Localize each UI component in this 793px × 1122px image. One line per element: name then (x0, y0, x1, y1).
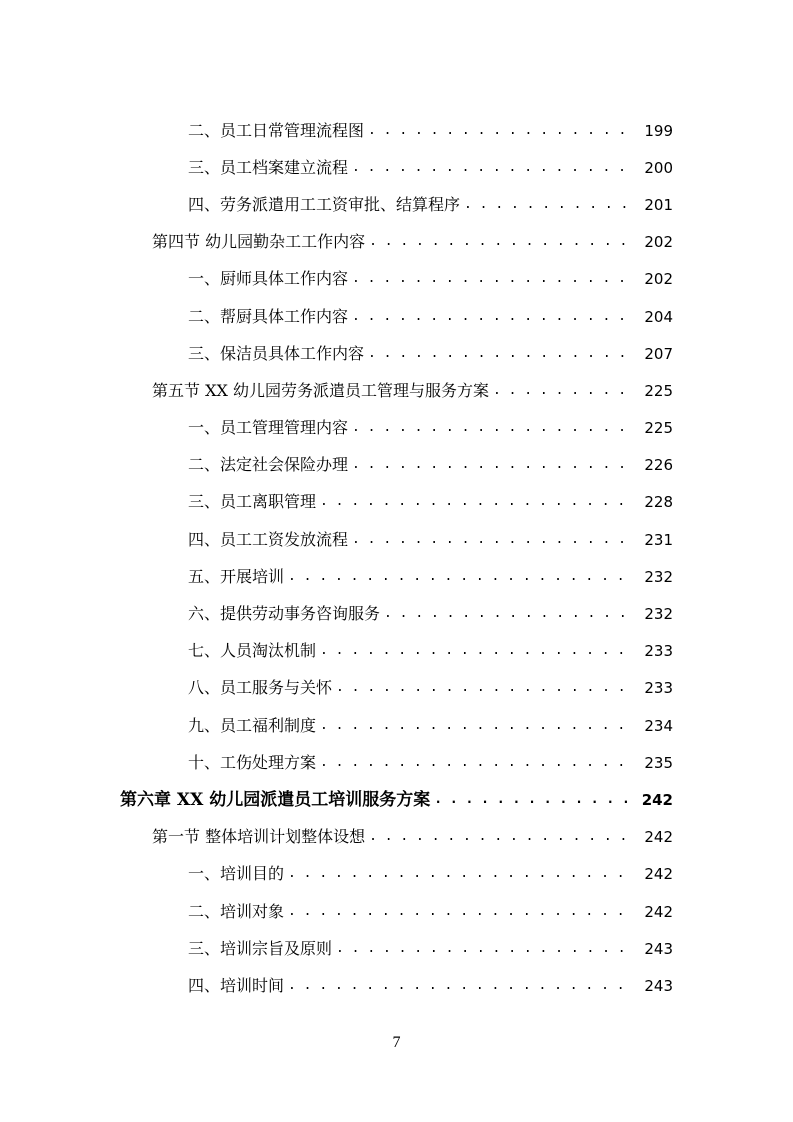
toc-entry-title: 一、员工管理管理内容 (188, 418, 349, 438)
toc-entry[interactable] (0, 335, 793, 372)
toc-entry[interactable] (0, 930, 793, 967)
toc-entry[interactable] (0, 558, 793, 595)
toc-entry-page: 232 (644, 605, 673, 624)
dot-leader (336, 939, 635, 959)
toc-entry-title: 第一节 整体培训计划整体设想 (152, 827, 366, 847)
dot-leader (320, 641, 635, 661)
toc-entry-page: 225 (644, 419, 673, 438)
toc-entry-title: 第四节 幼儿园勤杂工工作内容 (152, 232, 366, 252)
toc-entry[interactable] (0, 633, 793, 670)
dot-leader (288, 864, 635, 884)
toc-entry-page: 242 (644, 902, 673, 921)
dot-leader (320, 492, 635, 512)
dot-leader (368, 121, 635, 141)
toc-entry[interactable] (0, 707, 793, 744)
toc-entry-title: 三、保洁员具体工作内容 (188, 343, 365, 363)
toc-entry-page: 232 (644, 567, 673, 586)
toc-section-entry[interactable] (0, 372, 793, 409)
toc-entry[interactable] (0, 595, 793, 632)
toc-entry-title: 四、劳务派遣用工工资审批、结算程序 (188, 194, 461, 214)
toc-entry[interactable] (0, 186, 793, 223)
toc-entry-page: 226 (644, 456, 673, 475)
toc-entry-title: 第五节 XX 幼儿园劳务派遣员工管理与服务方案 (152, 380, 489, 400)
toc-entry-title: 一、培训目的 (188, 864, 285, 884)
dot-leader (352, 307, 635, 327)
toc-section-entry[interactable] (0, 224, 793, 261)
page-number: 7 (392, 1034, 401, 1051)
toc-entry-title: 三、员工档案建立流程 (188, 157, 349, 177)
toc-entry-title: 十、工伤处理方案 (188, 752, 317, 772)
toc-entry-title: 三、员工离职管理 (188, 492, 317, 512)
toc-entry-page: 199 (644, 121, 673, 140)
dot-leader (352, 530, 635, 550)
toc-entry-title: 二、帮厨具体工作内容 (188, 306, 349, 326)
toc-entry[interactable] (0, 670, 793, 707)
toc-entry-page: 242 (644, 865, 673, 884)
toc-entry-page: 231 (644, 530, 673, 549)
toc-entry-page: 235 (644, 753, 673, 772)
toc-entry-page: 225 (644, 381, 673, 400)
toc-entry[interactable] (0, 967, 793, 1004)
toc-entry-page: 202 (644, 233, 673, 252)
toc-entry[interactable] (0, 856, 793, 893)
dot-leader (369, 232, 635, 252)
toc-entry[interactable] (0, 298, 793, 335)
toc-entry-page: 242 (644, 828, 673, 847)
toc-entry-page: 243 (644, 939, 673, 958)
toc-entry[interactable] (0, 521, 793, 558)
dot-leader (464, 195, 635, 215)
toc-entry-page: 207 (644, 344, 673, 363)
toc-entry-title: 九、员工福利制度 (188, 715, 317, 735)
toc-entry-page: 201 (644, 195, 673, 214)
dot-leader (320, 753, 635, 773)
toc-entry-title: 二、培训对象 (188, 901, 285, 921)
dot-leader (434, 790, 635, 810)
dot-leader (288, 976, 635, 996)
toc-entry[interactable] (0, 410, 793, 447)
toc-entry-title: 第六章 XX 幼儿园派遣员工培训服务方案 (120, 789, 431, 810)
toc-entry-page: 204 (644, 307, 673, 326)
toc-entry-page: 242 (641, 790, 673, 809)
toc-entry[interactable] (0, 484, 793, 521)
dot-leader (336, 678, 635, 698)
toc-entry-page: 200 (644, 158, 673, 177)
toc-entry-page: 243 (644, 976, 673, 995)
toc-entry[interactable] (0, 893, 793, 930)
dot-leader (352, 158, 635, 178)
dot-leader (368, 344, 635, 364)
toc-section-entry[interactable] (0, 819, 793, 856)
toc-entry-title: 七、人员淘汰机制 (188, 641, 317, 661)
toc-entry-page: 233 (644, 642, 673, 661)
toc-entry-title: 五、开展培训 (188, 566, 285, 586)
dot-leader (493, 381, 635, 401)
dot-leader (352, 455, 635, 475)
toc-entry-title: 一、厨师具体工作内容 (188, 269, 349, 289)
toc-entry-title: 二、员工日常管理流程图 (188, 120, 365, 140)
dot-leader (384, 604, 635, 624)
dot-leader (320, 716, 635, 736)
toc-entry-page: 233 (644, 679, 673, 698)
table-of-contents (0, 112, 793, 1005)
dot-leader (352, 269, 635, 289)
toc-entry-title: 二、法定社会保险办理 (188, 455, 349, 475)
toc-entry[interactable] (0, 744, 793, 781)
dot-leader (288, 567, 635, 587)
toc-chapter-entry[interactable] (0, 781, 793, 818)
dot-leader (288, 902, 635, 922)
dot-leader (352, 418, 635, 438)
toc-entry-page: 202 (644, 270, 673, 289)
toc-entry[interactable] (0, 261, 793, 298)
toc-entry-title: 三、培训宗旨及原则 (188, 938, 333, 958)
toc-entry[interactable] (0, 112, 793, 149)
toc-entry-title: 四、员工工资发放流程 (188, 529, 349, 549)
toc-entry-title: 八、员工服务与关怀 (188, 678, 333, 698)
dot-leader (369, 827, 635, 847)
toc-entry-page: 234 (644, 716, 673, 735)
toc-entry[interactable] (0, 447, 793, 484)
toc-entry-title: 四、培训时间 (188, 975, 285, 995)
toc-entry[interactable] (0, 149, 793, 186)
toc-entry-page: 228 (644, 493, 673, 512)
toc-entry-title: 六、提供劳动事务咨询服务 (188, 604, 381, 624)
